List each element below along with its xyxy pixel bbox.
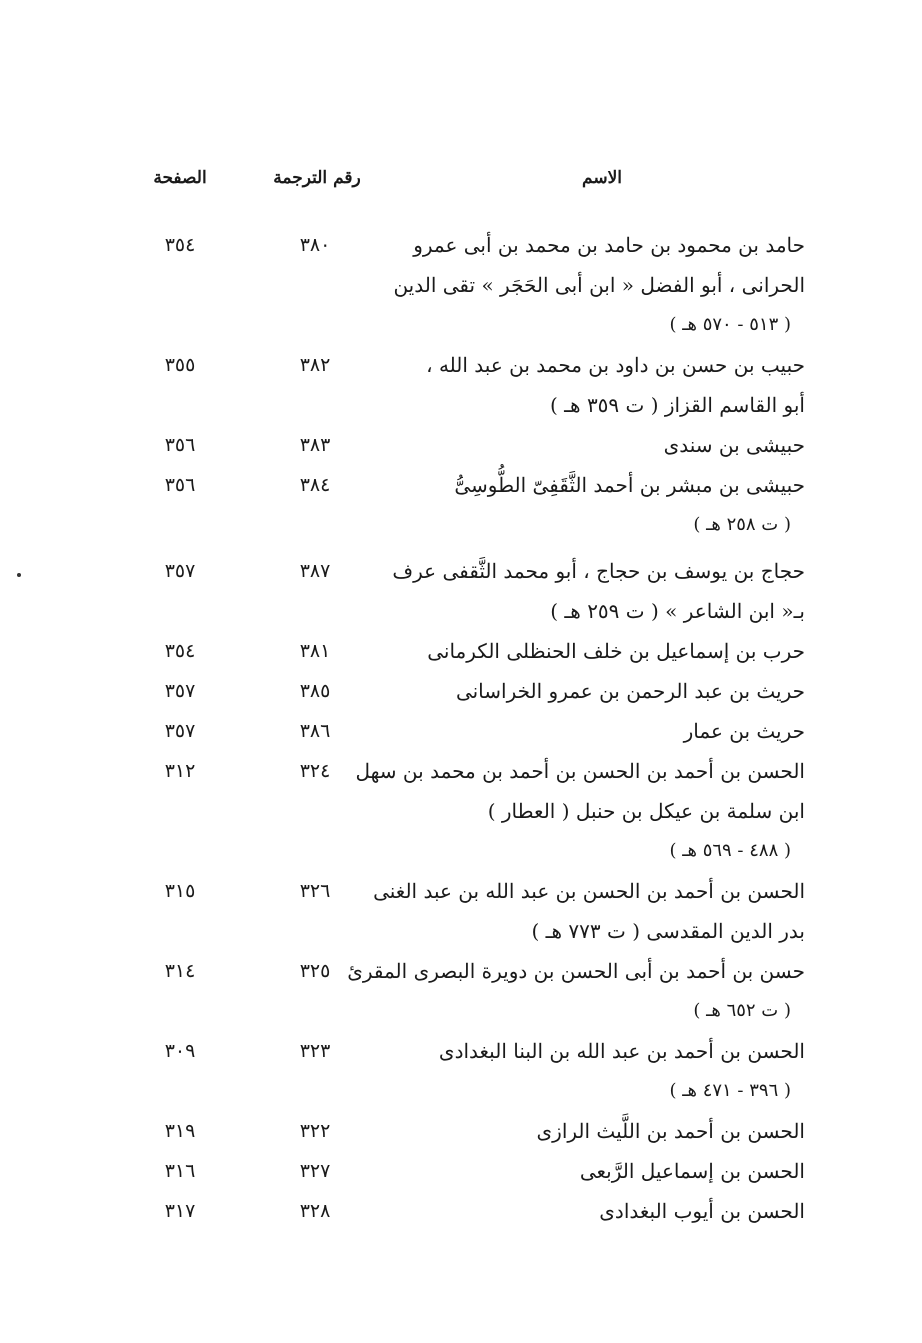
page-number: ٣٥٤ bbox=[164, 640, 196, 662]
entry-number: ٣٢٨ bbox=[299, 1200, 331, 1222]
date-line: ( ٥١٣ - ٥٧٠ هـ ) bbox=[669, 314, 791, 335]
entry-number: ٣٨١ bbox=[299, 640, 331, 662]
page-number: ٣١٥ bbox=[164, 880, 196, 902]
name-line: أبو القاسم القزاز ( ت ٣٥٩ هـ ) bbox=[550, 393, 805, 417]
index-row bbox=[0, 871, 922, 951]
index-row bbox=[0, 631, 922, 671]
index-row bbox=[0, 551, 922, 631]
name-line: الحسن بن أيوب البغدادى bbox=[599, 1199, 805, 1223]
name-line: حجاج بن يوسف بن حجاج ، أبو محمد الثَّقفى عرف bbox=[392, 559, 805, 583]
page-number: ٣١٤ bbox=[164, 960, 196, 982]
index-row bbox=[0, 1191, 922, 1231]
entry-number: ٣٢٤ bbox=[299, 760, 331, 782]
index-row bbox=[0, 465, 922, 545]
page-number: ٣١٩ bbox=[164, 1120, 196, 1142]
name-line: حامد بن محمود بن حامد بن محمد بن أبى عمرو bbox=[413, 233, 805, 257]
entry-number: ٣٢٧ bbox=[299, 1160, 331, 1182]
name-line: حبيب بن حسن بن داود بن محمد بن عبد الله ، bbox=[426, 353, 805, 377]
entry-number: ٣٢٦ bbox=[299, 880, 331, 902]
index-table bbox=[0, 225, 922, 1231]
name-line: الحسن بن أحمد بن الحسن بن أحمد بن محمد بن سهل bbox=[355, 759, 805, 783]
index-row bbox=[0, 951, 922, 1031]
page-number: ٣٥٧ bbox=[164, 720, 196, 742]
name-line: حرب بن إسماعيل بن خلف الحنظلى الكرمانى bbox=[427, 639, 805, 663]
entry-number: ٣٨٣ bbox=[299, 434, 331, 456]
page-number: ٣٥٧ bbox=[164, 560, 196, 582]
index-row bbox=[0, 425, 922, 465]
header-entry-number: رقم الترجمة bbox=[273, 168, 361, 188]
name-line: الحرانى ، أبو الفضل « ابن أبى الحَجَر » تقى الدين bbox=[393, 273, 805, 297]
header-name: الاسم bbox=[582, 168, 622, 188]
index-row bbox=[0, 671, 922, 711]
name-line: حسن بن أحمد بن أبى الحسن بن دويرة البصرى المقرئ bbox=[347, 959, 805, 983]
page-number: ٣٥٤ bbox=[164, 234, 196, 256]
entry-number: ٣٨٢ bbox=[299, 354, 331, 376]
index-row bbox=[0, 345, 922, 425]
date-line: ( ت ٢٥٨ هـ ) bbox=[693, 514, 791, 535]
index-row bbox=[0, 1151, 922, 1191]
name-line: بدر الدين المقدسى ( ت ٧٧٣ هـ ) bbox=[531, 919, 805, 943]
name-line: حريث بن عبد الرحمن بن عمرو الخراسانى bbox=[455, 679, 805, 703]
name-line: الحسن بن إسماعيل الرَّبعى bbox=[579, 1159, 805, 1183]
page-number: ٣١٦ bbox=[164, 1160, 196, 1182]
page-number: ٣٥٧ bbox=[164, 680, 196, 702]
entry-number: ٣٨٠ bbox=[299, 234, 331, 256]
index-row bbox=[0, 1031, 922, 1111]
index-row bbox=[0, 751, 922, 871]
name-line: الحسن بن أحمد بن عبد الله بن البنا البغدادى bbox=[438, 1039, 805, 1063]
page-number: ٣٥٦ bbox=[164, 434, 196, 456]
date-line: ( ٤٨٨ - ٥٦٩ هـ ) bbox=[669, 840, 791, 861]
entry-number: ٣٢٥ bbox=[299, 960, 331, 982]
name-line: الحسن بن أحمد بن الحسن بن عبد الله بن عبد الغنى bbox=[373, 879, 805, 903]
page-number: ٣٥٦ bbox=[164, 474, 196, 496]
entry-number: ٣٢٣ bbox=[299, 1040, 331, 1062]
entry-number: ٣٨٦ bbox=[299, 720, 331, 742]
entry-number: ٣٨٧ bbox=[299, 560, 331, 582]
header-page: الصفحة bbox=[153, 168, 207, 188]
entry-number: ٣٨٥ bbox=[299, 680, 331, 702]
date-line: ( ٣٩٦ - ٤٧١ هـ ) bbox=[669, 1080, 791, 1101]
entry-number: ٣٢٢ bbox=[299, 1120, 331, 1142]
name-line: حريث بن عمار bbox=[683, 719, 805, 743]
page-number: ٣٠٩ bbox=[164, 1040, 196, 1062]
page-number: ٣٥٥ bbox=[164, 354, 196, 376]
name-line: الحسن بن أحمد بن اللَّيث الرازى bbox=[536, 1119, 805, 1143]
page-number: ٣١٧ bbox=[164, 1200, 196, 1222]
index-row bbox=[0, 225, 922, 345]
name-line: حبيشى بن مبشر بن أحمد الثَّقَفِىّ الطُّوسِىُّ bbox=[454, 473, 805, 497]
index-row bbox=[0, 711, 922, 751]
index-row bbox=[0, 1111, 922, 1151]
entry-number: ٣٨٤ bbox=[299, 474, 331, 496]
name-line: بـ« ابن الشاعر » ( ت ٢٥٩ هـ ) bbox=[550, 599, 805, 623]
name-line: ابن سلمة بن عيكل بن حنبل ( العطار ) bbox=[487, 799, 805, 823]
date-line: ( ت ٦٥٢ هـ ) bbox=[693, 1000, 791, 1021]
page-number: ٣١٢ bbox=[164, 760, 196, 782]
name-line: حبيشى بن سندى bbox=[663, 433, 805, 457]
